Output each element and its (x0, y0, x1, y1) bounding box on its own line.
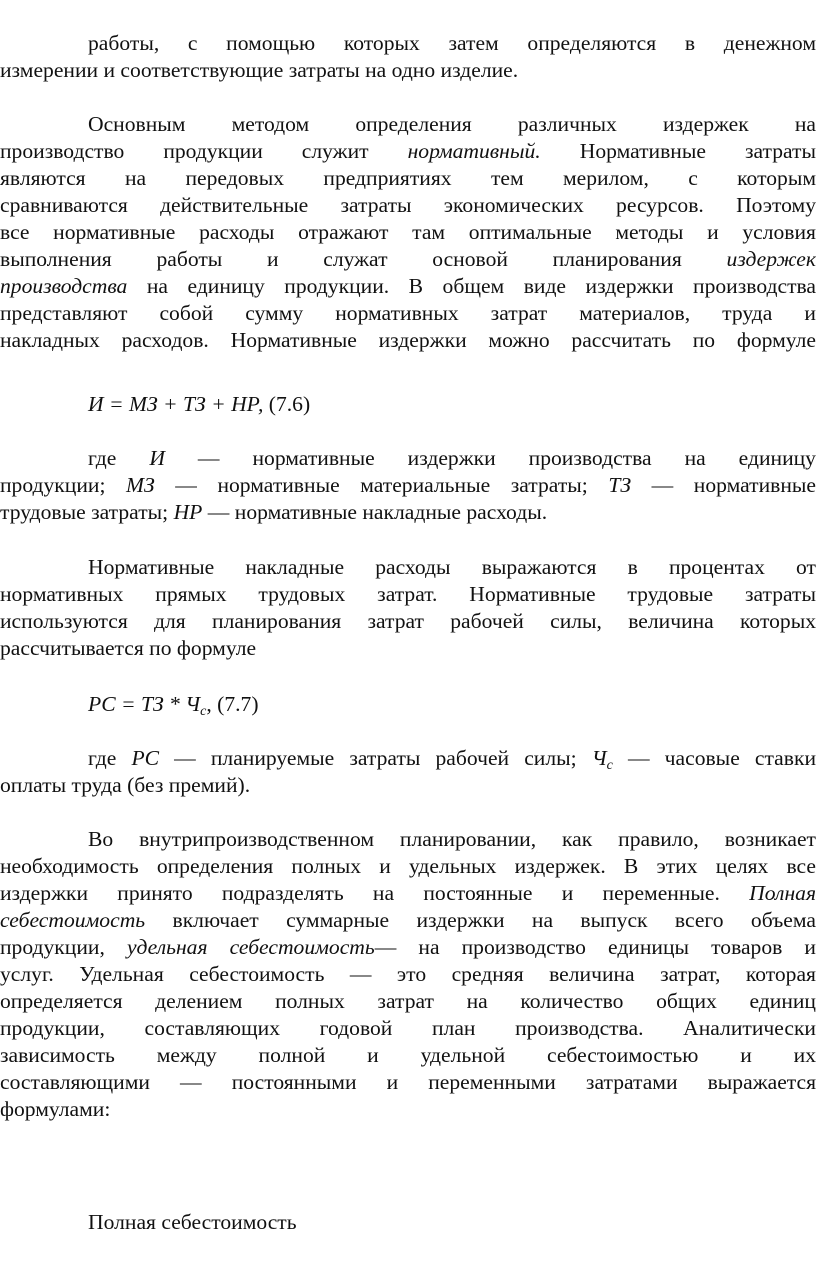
formula-7-6 (88, 391, 310, 418)
text-line: трудовые затраты; НР — нормативные накладные расходы. (0, 500, 548, 524)
paragraph-formula-legend (0, 445, 816, 526)
text-line: себестоимость включает суммарные издержки на выпуск всего объема (0, 908, 816, 932)
text-line: продукции; МЗ — нормативные материальные затраты; ТЗ — нормативные (0, 473, 816, 497)
paragraph-labor-legend (0, 745, 816, 799)
formula-number: , (7.7) (206, 692, 259, 716)
formula-expression: И = МЗ + ТЗ + НР, (88, 392, 264, 416)
paragraph-continuation (0, 30, 816, 84)
text-line: сравниваются действительные затраты экономических ресурсов. Поэтому (0, 193, 816, 217)
text-line: формулами: (0, 1097, 111, 1121)
text-line: выполнения работы и служат основой планирования издержек (0, 247, 816, 271)
text-line: где РС — планируемые затраты рабочей силы; $Ч_с$ — часовые ставки (88, 746, 816, 773)
paragraph-cost-types (0, 826, 816, 1123)
text-line: Основным методом определения различных издержек на (88, 112, 816, 136)
text-line: Нормативные накладные расходы выражаются в процентах от (88, 555, 816, 579)
text-line: все нормативные расходы отражают там оптимальные методы и условия (0, 220, 816, 244)
text-line: являются на передовых предприятиях тем мерилом, с которым (0, 166, 816, 190)
text-line: рассчитывается по формуле (0, 636, 257, 660)
paragraph-full-cost (0, 1209, 816, 1236)
formula-7-7: РС = ТЗ * $Ч_с$, (7.7) (88, 692, 259, 719)
text-line: представляют собой сумму нормативных затрат материалов, труда и (0, 301, 816, 325)
italic-term: издержек (726, 247, 816, 271)
text-line: производства на единицу продукции. В общем виде издержки производства (0, 274, 816, 298)
paragraph-normative-method (0, 111, 816, 354)
italic-term: нормативный. (407, 139, 541, 163)
italic-term: производства (0, 274, 128, 298)
text-line: зависимость между полной и удельной себестоимостью и их (0, 1043, 816, 1067)
text-line: работы, с помощью которых затем определяются в денежном (88, 31, 816, 55)
text-line: необходимость определения полных и удельных издержек. В этих целях все (0, 854, 816, 878)
text-line: издержки принято подразделять на постоянные и переменные. Полная (0, 881, 816, 905)
text-line: продукции, составляющих годовой план производства. Аналитически (0, 1016, 816, 1040)
text-line: нормативных прямых трудовых затрат. Нормативные трудовые затраты (0, 582, 816, 606)
text-line: Во внутрипроизводственном планировании, как правило, возникает (88, 827, 816, 851)
text-line: определяется делением полных затрат на количество общих единиц (0, 989, 816, 1013)
text-line: измерении и соответствующие затраты на одно изделие. (0, 58, 519, 82)
text-line: оплаты труда (без премий). (0, 773, 251, 797)
formula-expression: РС = ТЗ * Ч (88, 692, 201, 716)
text-line: используются для планирования затрат рабочей силы, величина которых (0, 609, 816, 633)
text-line: продукции, удельная себестоимость— на производство единицы товаров и (0, 935, 816, 959)
text-line: где И — нормативные издержки производства на единицу (88, 446, 816, 470)
text-line: накладных расходов. Нормативные издержки можно рассчитать по формуле (0, 328, 816, 352)
paragraph-overhead (0, 554, 816, 662)
formula-number: (7.6) (268, 392, 311, 416)
text-line: производство продукции служит нормативный. Нормативные затраты (0, 139, 816, 163)
text-line: услуг. Удельная себестоимость — это средняя величина затрат, которая (0, 962, 816, 986)
text-line: Полная себестоимость (88, 1210, 297, 1234)
text-line: составляющими — постоянными и переменными затратами выражается (0, 1070, 816, 1094)
